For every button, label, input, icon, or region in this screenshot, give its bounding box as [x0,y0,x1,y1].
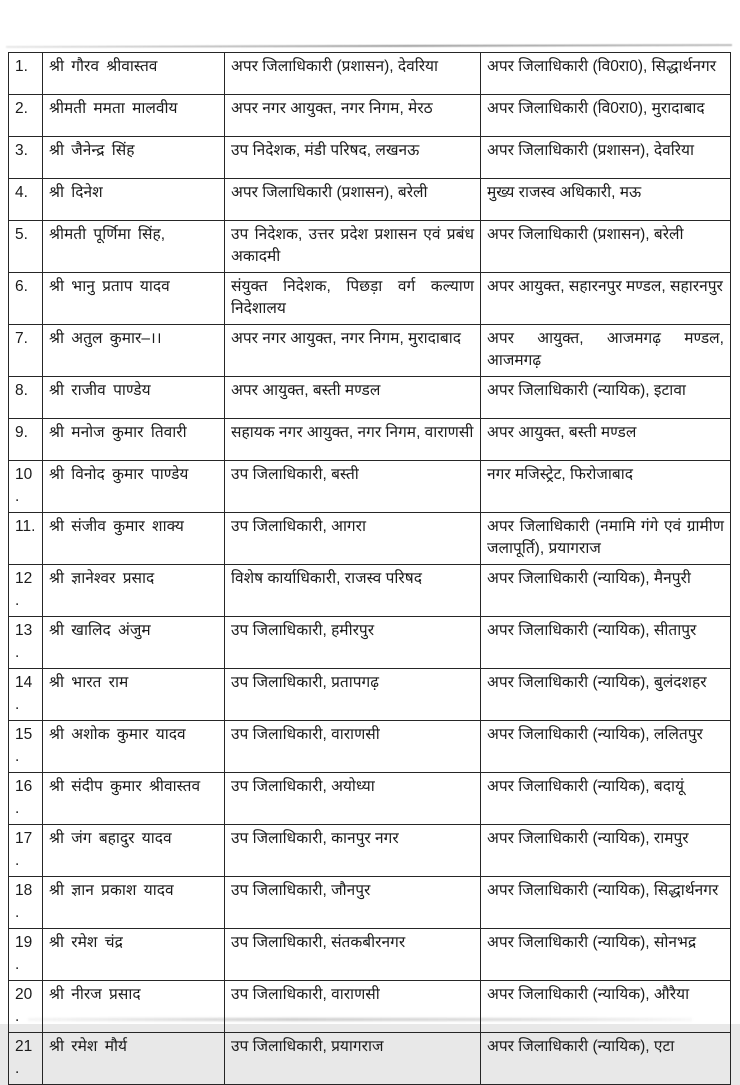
current-posting-cell: उप जिलाधिकारी, जौनपुर [225,877,481,929]
current-posting-cell: उप जिलाधिकारी, बस्ती [225,461,481,513]
table-body [9,53,731,1085]
current-posting-cell: उप जिलाधिकारी, प्रतापगढ़ [225,669,481,721]
new-posting-cell: अपर जिलाधिकारी (न्यायिक), सीतापुर [481,617,731,669]
table-row [9,877,731,929]
new-posting-cell: अपर जिलाधिकारी (न्यायिक), ललितपुर [481,721,731,773]
current-posting-cell: संयुक्त निदेशक, पिछड़ा वर्ग कल्याण निदेशालय [225,273,481,325]
current-posting-cell: अपर जिलाधिकारी (प्रशासन), देवरिया [225,53,481,95]
new-posting-cell: अपर जिलाधिकारी (न्यायिक), रामपुर [481,825,731,877]
table-row [9,617,731,669]
table-row [9,981,731,1033]
name-cell: श्री नीरज प्रसाद [43,981,225,1033]
current-posting-cell: उप जिलाधिकारी, वाराणसी [225,981,481,1033]
current-posting-cell: सहायक नगर आयुक्त, नगर निगम, वाराणसी [225,419,481,461]
serial-cell: 5. [9,221,43,273]
current-posting-cell: अपर आयुक्त, बस्ती मण्डल [225,377,481,419]
serial-cell: 13. [9,617,43,669]
name-cell: श्री दिनेश [43,179,225,221]
name-cell: श्री विनोद कुमार पाण्डेय [43,461,225,513]
new-posting-cell: अपर जिलाधिकारी (न्यायिक), औरैया [481,981,731,1033]
new-posting-cell: अपर जिलाधिकारी (वि0रा0), मुरादाबाद [481,95,731,137]
serial-cell: 19. [9,929,43,981]
serial-cell: 11. [9,513,43,565]
current-posting-cell: अपर जिलाधिकारी (प्रशासन), बरेली [225,179,481,221]
serial-cell: 15. [9,721,43,773]
table-row [9,53,731,95]
serial-cell: 6. [9,273,43,325]
new-posting-cell: नगर मजिस्ट्रेट, फिरोजाबाद [481,461,731,513]
new-posting-cell: अपर जिलाधिकारी (न्यायिक), मैनपुरी [481,565,731,617]
name-cell: श्रीमती ममता मालवीय [43,95,225,137]
new-posting-cell: अपर जिलाधिकारी (न्यायिक), सोनभद्र [481,929,731,981]
serial-cell: 8. [9,377,43,419]
table-row [9,221,731,273]
current-posting-cell: उप निदेशक, उत्तर प्रदेश प्रशासन एवं प्रबंध अकादमी [225,221,481,273]
current-posting-cell: उप जिलाधिकारी, आगरा [225,513,481,565]
new-posting-cell: अपर आयुक्त, सहारनपुर मण्डल, सहारनपुर [481,273,731,325]
serial-cell: 21. [9,1033,43,1085]
current-posting-cell: उप जिलाधिकारी, अयोध्या [225,773,481,825]
table-row [9,179,731,221]
name-cell: श्री जंग बहादुर यादव [43,825,225,877]
name-cell: श्री जैनेन्द्र सिंह [43,137,225,179]
name-cell: श्री ज्ञानेश्वर प्रसाद [43,565,225,617]
serial-cell: 12. [9,565,43,617]
name-cell: श्री भारत राम [43,669,225,721]
current-posting-cell: उप जिलाधिकारी, कानपुर नगर [225,825,481,877]
new-posting-cell: अपर जिलाधिकारी (न्यायिक), एटा [481,1033,731,1085]
table-row [9,825,731,877]
current-posting-cell: उप जिलाधिकारी, वाराणसी [225,721,481,773]
table-row [9,95,731,137]
current-posting-cell: उप जिलाधिकारी, संतकबीरनगर [225,929,481,981]
new-posting-cell: अपर आयुक्त, आजमगढ़ मण्डल, आजमगढ़ [481,325,731,377]
new-posting-cell: अपर जिलाधिकारी (नमामि गंगे एवं ग्रामीण जलापूर्ति), प्रयागराज [481,513,731,565]
table-row [9,1033,731,1085]
new-posting-cell: मुख्य राजस्व अधिकारी, मऊ [481,179,731,221]
table-row [9,513,731,565]
table-row [9,565,731,617]
new-posting-cell: अपर जिलाधिकारी (न्यायिक), सिद्धार्थनगर [481,877,731,929]
serial-cell: 20. [9,981,43,1033]
name-cell: श्री भानु प्रताप यादव [43,273,225,325]
serial-cell: 4. [9,179,43,221]
serial-cell: 3. [9,137,43,179]
current-posting-cell: उप जिलाधिकारी, हमीरपुर [225,617,481,669]
name-cell: श्री संदीप कुमार श्रीवास्तव [43,773,225,825]
serial-cell: 16. [9,773,43,825]
name-cell: श्री अशोक कुमार यादव [43,721,225,773]
serial-cell: 14. [9,669,43,721]
serial-cell: 1. [9,53,43,95]
current-posting-cell: अपर नगर आयुक्त, नगर निगम, मेरठ [225,95,481,137]
new-posting-cell: अपर जिलाधिकारी (प्रशासन), देवरिया [481,137,731,179]
new-posting-cell: अपर जिलाधिकारी (वि0रा0), सिद्धार्थनगर [481,53,731,95]
current-posting-cell: अपर नगर आयुक्त, नगर निगम, मुरादाबाद [225,325,481,377]
name-cell: श्रीमती पूर्णिमा सिंह, [43,221,225,273]
new-posting-cell: अपर जिलाधिकारी (प्रशासन), बरेली [481,221,731,273]
name-cell: श्री रमेश चंद्र [43,929,225,981]
table-row [9,929,731,981]
new-posting-cell: अपर जिलाधिकारी (न्यायिक), बुलंदशहर [481,669,731,721]
new-posting-cell: अपर जिलाधिकारी (न्यायिक), बदायूं [481,773,731,825]
name-cell: श्री संजीव कुमार शाक्य [43,513,225,565]
serial-cell: 9. [9,419,43,461]
table-row [9,419,731,461]
table-row [9,137,731,179]
name-cell: श्री राजीव पाण्डेय [43,377,225,419]
name-cell: श्री मनोज कुमार तिवारी [43,419,225,461]
new-posting-cell: अपर आयुक्त, बस्ती मण्डल [481,419,731,461]
table-row [9,773,731,825]
serial-cell: 17. [9,825,43,877]
name-cell: श्री रमेश मौर्य [43,1033,225,1085]
scan-artifact-top-line [6,44,732,48]
serial-cell: 18. [9,877,43,929]
transfer-table [8,52,731,1085]
serial-cell: 7. [9,325,43,377]
name-cell: श्री गौरव श्रीवास्तव [43,53,225,95]
table-row [9,461,731,513]
current-posting-cell: विशेष कार्याधिकारी, राजस्व परिषद [225,565,481,617]
new-posting-cell: अपर जिलाधिकारी (न्यायिक), इटावा [481,377,731,419]
serial-cell: 10. [9,461,43,513]
name-cell: श्री खालिद अंजुम [43,617,225,669]
table-row [9,721,731,773]
table-row [9,377,731,419]
serial-cell: 2. [9,95,43,137]
current-posting-cell: उप निदेशक, मंडी परिषद, लखनऊ [225,137,481,179]
table-row [9,273,731,325]
table-row [9,669,731,721]
name-cell: श्री अतुल कुमार–।। [43,325,225,377]
current-posting-cell: उप जिलाधिकारी, प्रयागराज [225,1033,481,1085]
table-row [9,325,731,377]
name-cell: श्री ज्ञान प्रकाश यादव [43,877,225,929]
